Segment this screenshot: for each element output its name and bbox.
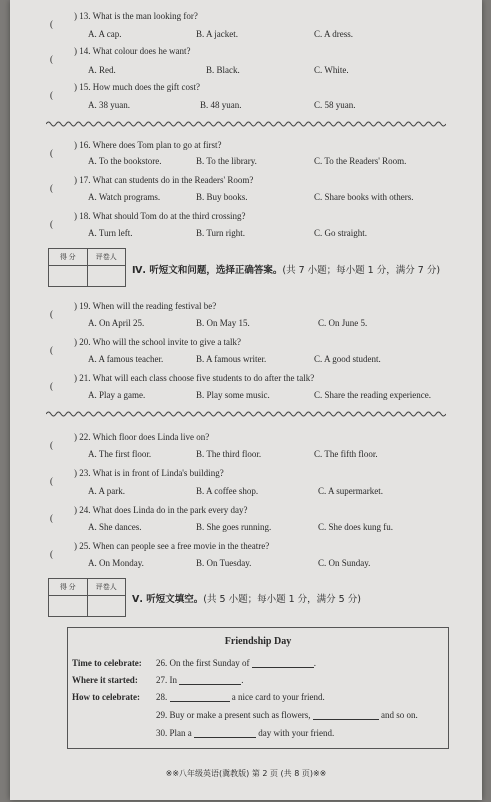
option-a[interactable]: A. A famous teacher.	[88, 354, 164, 364]
question-25	[50, 541, 270, 559]
option-b[interactable]: B. The third floor.	[196, 449, 262, 459]
score-cell[interactable]	[49, 596, 88, 616]
option-a[interactable]: A. She dances.	[88, 522, 142, 532]
blank-26[interactable]	[252, 667, 314, 668]
option-c[interactable]: C. Go straight.	[314, 228, 367, 238]
score-box-section-5	[48, 578, 126, 617]
option-c[interactable]: C. On June 5.	[318, 318, 368, 328]
option-b[interactable]: B. On May 15.	[196, 318, 250, 328]
answer-paren[interactable]: (	[50, 381, 53, 391]
option-c[interactable]: C. A good student.	[314, 354, 381, 364]
blank-27[interactable]	[179, 684, 241, 685]
fd-text-29: 29. Buy or make a present such as flowers,	[156, 710, 311, 720]
question-18	[50, 211, 246, 229]
page-footer: ※※八年级英语(冀教版) 第 2 页 (共 8 页)※※	[165, 769, 327, 778]
question-17	[50, 175, 254, 193]
grader-cell[interactable]	[88, 596, 126, 616]
fd-row-30	[156, 728, 334, 738]
answer-paren[interactable]: (	[50, 345, 53, 355]
option-a[interactable]: A. Watch programs.	[88, 192, 161, 202]
grader-label: 评卷人	[95, 253, 117, 261]
section-5-title: Ⅴ. 听短文填空。	[132, 594, 204, 605]
answer-paren[interactable]: (	[50, 148, 53, 158]
section-5-scoring: (共 5 小题；每小题 1 分，满分 5 分)	[203, 594, 361, 605]
blank-29[interactable]	[313, 719, 379, 720]
option-b[interactable]: B. A coffee shop.	[196, 486, 259, 496]
option-c[interactable]: C. Share books with others.	[314, 192, 414, 202]
score-box-section-4	[48, 248, 126, 287]
wavy-divider	[46, 410, 446, 418]
option-b[interactable]: B. Black.	[206, 65, 240, 75]
blank-30[interactable]	[194, 737, 256, 738]
option-b[interactable]: B. 48 yuan.	[200, 100, 242, 110]
option-a[interactable]: A. To the bookstore.	[88, 156, 162, 166]
option-a[interactable]: A. On April 25.	[88, 318, 145, 328]
answer-paren[interactable]: (	[50, 183, 53, 193]
question-text: ) 24. What does Linda do in the park every day?	[74, 505, 248, 515]
fd-row-29	[156, 710, 418, 720]
section-5-heading	[132, 591, 361, 605]
option-b[interactable]: B. To the library.	[196, 156, 257, 166]
option-a[interactable]: A. A park.	[88, 486, 125, 496]
section-4-heading	[132, 262, 440, 276]
option-c[interactable]: C. To the Readers' Room.	[314, 156, 407, 166]
option-a[interactable]: A. A cap.	[88, 29, 122, 39]
option-a[interactable]: A. The first floor.	[88, 449, 152, 459]
question-13	[50, 11, 198, 29]
fd-text-27: 27. In	[156, 675, 177, 685]
question-text: ) 16. Where does Tom plan to go at first?	[74, 140, 222, 150]
question-21	[50, 373, 315, 391]
option-c[interactable]: C. She does kung fu.	[318, 522, 393, 532]
answer-paren[interactable]: (	[50, 513, 53, 523]
fd-end-26: .	[313, 658, 316, 668]
question-text: ) 21. What will each class choose five students to do after the talk?	[74, 373, 315, 383]
option-a[interactable]: A. Play a game.	[88, 390, 146, 400]
answer-paren[interactable]: (	[50, 219, 53, 229]
option-b[interactable]: B. She goes running.	[196, 522, 272, 532]
question-text: ) 18. What should Tom do at the third crossing?	[74, 211, 246, 221]
grader-label: 评卷人	[95, 583, 117, 591]
answer-paren[interactable]: (	[50, 440, 53, 450]
option-a[interactable]: A. Red.	[88, 65, 116, 75]
option-b[interactable]: B. On Tuesday.	[196, 558, 252, 568]
question-text: ) 19. When will the reading festival be?	[74, 301, 217, 311]
fd-label-how: How to celebrate:	[72, 692, 140, 702]
option-a[interactable]: A. On Monday.	[88, 558, 144, 568]
score-cell[interactable]	[49, 266, 88, 286]
option-c[interactable]: C. A supermarket.	[318, 486, 383, 496]
question-text: ) 22. Which floor does Linda live on?	[74, 432, 210, 442]
option-a[interactable]: A. 38 yuan.	[88, 100, 130, 110]
answer-paren[interactable]: (	[50, 19, 53, 29]
option-c[interactable]: C. The fifth floor.	[314, 449, 378, 459]
section-4-scoring: (共 7 小题；每小题 1 分，满分 7 分)	[282, 265, 441, 276]
answer-paren[interactable]: (	[50, 476, 53, 486]
fd-end-28: a nice card to your friend.	[231, 692, 325, 702]
answer-paren[interactable]: (	[50, 549, 53, 559]
option-c[interactable]: C. On Sunday.	[318, 558, 371, 568]
fd-text-26: 26. On the first Sunday of	[156, 658, 250, 668]
question-text: ) 15. How much does the gift cost?	[74, 82, 200, 92]
answer-paren[interactable]: (	[50, 309, 53, 319]
option-b[interactable]: B. Buy books.	[196, 192, 248, 202]
question-text: ) 25. When can people see a free movie in the theatre?	[74, 541, 270, 551]
option-c[interactable]: C. A dress.	[314, 29, 354, 39]
option-a[interactable]: A. Turn left.	[88, 228, 133, 238]
fd-label-where: Where it started:	[72, 675, 138, 685]
question-text: ) 14. What colour does he want?	[74, 46, 191, 56]
question-20	[50, 337, 242, 355]
option-c[interactable]: C. Share the reading experience.	[314, 390, 431, 400]
exam-page	[10, 0, 482, 800]
question-16	[50, 140, 222, 158]
question-text: ) 20. Who will the school invite to give a talk?	[74, 337, 242, 347]
wavy-divider	[46, 120, 446, 128]
question-24	[50, 505, 248, 523]
question-22	[50, 432, 210, 450]
fd-text-30: 30. Plan a	[156, 728, 192, 738]
fd-label-time: Time to celebrate:	[72, 658, 142, 668]
option-b[interactable]: B. A jacket.	[196, 29, 238, 39]
question-19	[50, 301, 217, 319]
friendship-day-table	[67, 627, 449, 749]
option-c[interactable]: C. White.	[314, 65, 349, 75]
section-4-title: Ⅳ. 听短文和问题，选择正确答案。	[132, 265, 283, 276]
question-23	[50, 468, 224, 486]
question-text: ) 13. What is the man looking for?	[74, 11, 198, 21]
question-14	[50, 46, 191, 64]
option-b[interactable]: B. Turn right.	[196, 228, 246, 238]
blank-28[interactable]	[170, 701, 230, 702]
option-b[interactable]: B. A famous writer.	[196, 354, 267, 364]
question-text: ) 17. What can students do in the Readers' Room?	[74, 175, 254, 185]
fd-end-29: and so on.	[380, 710, 418, 720]
score-label: 得 分	[49, 579, 88, 595]
grader-cell[interactable]	[88, 266, 126, 286]
friendship-day-title: Friendship Day	[224, 636, 292, 647]
question-15	[50, 82, 200, 100]
answer-paren[interactable]: (	[50, 54, 53, 64]
answer-paren[interactable]: (	[50, 90, 53, 100]
fd-end-27: .	[241, 675, 244, 685]
score-label: 得 分	[49, 249, 88, 265]
fd-end-30: day with your friend.	[258, 728, 335, 738]
fd-text-28: 28.	[156, 692, 168, 702]
option-c[interactable]: C. 58 yuan.	[314, 100, 356, 110]
question-text: ) 23. What is in front of Linda's building?	[74, 468, 224, 478]
option-b[interactable]: B. Play some music.	[196, 390, 270, 400]
